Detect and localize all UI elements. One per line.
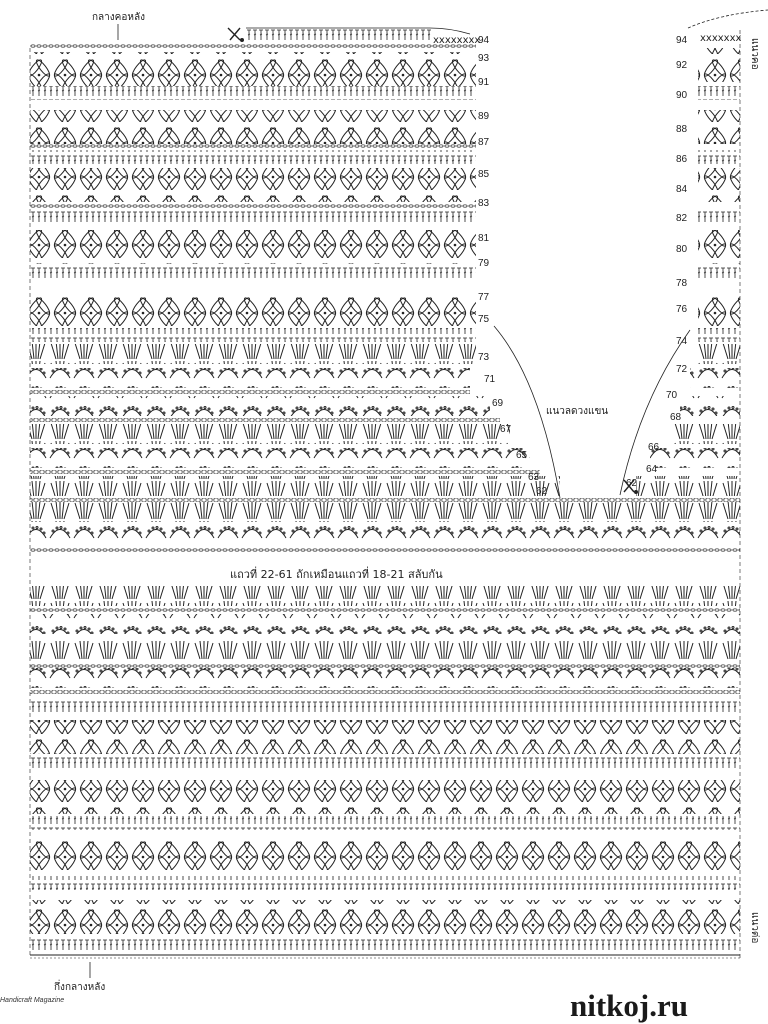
right-row-number: 82 <box>676 213 688 224</box>
left-row-number: 94 <box>478 35 490 46</box>
left-row-number: 79 <box>478 258 490 269</box>
right-row-number: 72 <box>676 364 688 375</box>
left-row-number: 77 <box>478 292 490 303</box>
left-row-number: 81 <box>478 233 490 244</box>
top-row-mark: xxxxxxxx <box>433 35 481 46</box>
right-row-numbers <box>626 35 688 489</box>
left-row-number: 67 <box>500 424 512 435</box>
left-row-number: 63 <box>528 472 540 483</box>
right-row-number: 84 <box>676 184 688 195</box>
right-row-number: 70 <box>666 390 678 401</box>
right-row-number: 78 <box>676 278 688 289</box>
repeat-note: แถวที่ 22-61 ถักเหมือนแถวที่ 18-21 สลับกัน <box>230 568 443 581</box>
side-line-top-label: แนวคอ <box>749 38 760 70</box>
left-row-number: 87 <box>478 137 490 148</box>
left-row-number: 75 <box>478 314 490 325</box>
left-row-number: 69 <box>492 398 504 409</box>
right-row-number: 86 <box>676 154 688 165</box>
left-row-number: 65 <box>516 450 528 461</box>
left-row-number: 83 <box>478 198 490 209</box>
base-rows <box>30 498 740 552</box>
back-neck-center-label: กลางคอหลัง <box>92 12 145 23</box>
back-center-label: กึ่งกลางหลัง <box>54 982 106 993</box>
right-row-number: 94 <box>676 35 688 46</box>
right-row-number: 90 <box>676 90 688 101</box>
right-row-number: 64 <box>646 464 658 475</box>
right-row-number: 76 <box>676 304 688 315</box>
left-row-number: 89 <box>478 111 490 122</box>
right-row-number: 62 <box>626 478 638 489</box>
credit-text: Handicraft Magazine <box>0 997 65 1004</box>
left-row-number: 91 <box>478 77 490 88</box>
left-row-number: 93 <box>478 53 490 64</box>
left-row-number: 62 <box>536 486 548 497</box>
upper-right-panel <box>636 10 768 496</box>
scissors-icon <box>228 28 244 42</box>
left-row-number: 85 <box>478 169 490 180</box>
right-row-number: 92 <box>676 60 688 71</box>
watermark: nitkoj.ru <box>570 988 688 1023</box>
right-row-number: 74 <box>676 336 688 347</box>
left-row-number: 71 <box>484 374 496 385</box>
right-row-number: 66 <box>648 442 660 453</box>
side-line-bottom-label: แนวต่อ <box>749 912 760 944</box>
right-row-number: 88 <box>676 124 688 135</box>
right-top-mark: xxxxxxx <box>700 33 742 44</box>
armhole-line-label: แนวลดวงแขน <box>546 406 609 417</box>
right-row-number: 80 <box>676 244 688 255</box>
left-row-number: 73 <box>478 352 490 363</box>
right-row-number: 68 <box>670 412 682 423</box>
lower-panel <box>30 586 740 958</box>
